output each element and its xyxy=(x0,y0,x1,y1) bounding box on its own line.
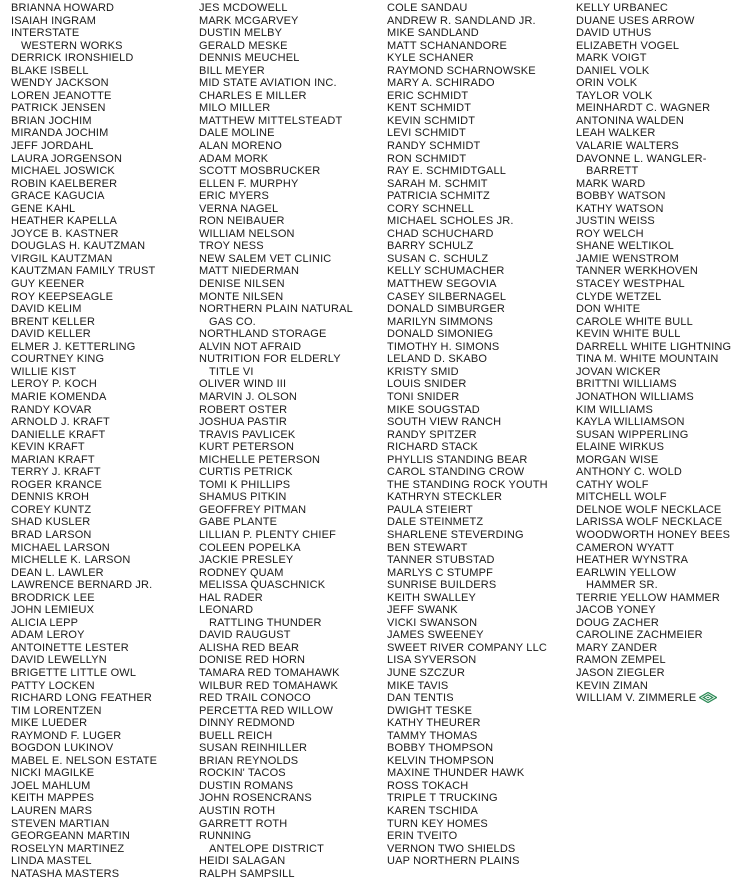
donor-name: JAMES SWEENEY xyxy=(387,629,484,642)
donor-name: ADAM LEROY xyxy=(11,629,85,642)
donor-name: BRIGETTE LITTLE OWL xyxy=(11,666,137,679)
donor-name: ANTONINA WALDEN xyxy=(576,114,684,127)
donor-name: MARY A. SCHIRADO xyxy=(387,77,495,90)
donor-name: WILBUR RED TOMAHAWK xyxy=(199,679,338,692)
donor-name: DAVONNE L. WANGLER- xyxy=(576,152,707,165)
donor-name: COREY KUNTZ xyxy=(11,503,92,516)
donor-name: MATTHEW SEGOVIA xyxy=(387,278,497,291)
donor-name: KELLY SCHUMACHER xyxy=(387,265,505,278)
donor-name: BLAKE ISBELL xyxy=(11,64,89,77)
donor-name: NICKI MAGILKE xyxy=(11,767,95,780)
donor-name: ALISHA RED BEAR xyxy=(199,641,300,654)
donor-name: RAY E. SCHMIDTGALL xyxy=(387,165,507,178)
donor-name: GARRETT ROTH xyxy=(199,817,288,830)
donor-name: MARIE KOMENDA xyxy=(11,390,107,403)
donor-name: LOUIS SNIDER xyxy=(387,378,467,391)
donor-name: DEAN L. LAWLER xyxy=(11,566,104,579)
donor-name: RALPH SAMPSILL xyxy=(199,867,295,880)
donor-name-continuation: BARRETT xyxy=(586,165,639,178)
donor-name: CURTIS PETRICK xyxy=(199,466,293,479)
donor-name: MATTHEW MITTELSTEADT xyxy=(199,114,343,127)
donor-name: KEVIN ZIMAN xyxy=(576,679,648,692)
donor-name: PATTY LOCKEN xyxy=(11,679,95,692)
donor-name: JUNE SZCZUR xyxy=(387,666,466,679)
donor-name: SWEET RIVER COMPANY LLC xyxy=(387,641,547,654)
donor-name: ROGER KRANCE xyxy=(11,478,103,491)
donor-name: ERIN TVEITO xyxy=(387,830,458,843)
donor-name-continuation: GAS CO. xyxy=(209,315,256,328)
donor-name: DELNOE WOLF NECKLACE xyxy=(576,503,722,516)
donor-name: THE STANDING ROCK YOUTH xyxy=(387,478,548,491)
donor-name: SUSAN REINHILLER xyxy=(199,742,308,755)
donor-name: WILLIAM NELSON xyxy=(199,227,295,240)
donor-name: KEVIN KRAFT xyxy=(11,441,85,454)
donor-name: JOYCE B. KASTNER xyxy=(11,227,119,240)
donor-name: LEONARD xyxy=(199,604,254,617)
donor-name: ROCKIN' TACOS xyxy=(199,767,286,780)
donor-name: SUSAN C. SCHULZ xyxy=(387,252,489,265)
donor-name: MICHAEL SCHOLES JR. xyxy=(387,215,514,228)
donor-name: MARILYN SIMMONS xyxy=(387,315,493,328)
donor-name: LELAND D. SKABO xyxy=(387,353,488,366)
donor-name: MILO MILLER xyxy=(199,102,271,115)
donor-name: ALICIA LEPP xyxy=(11,616,79,629)
donor-name: DONALD SIMONIEG xyxy=(387,328,494,341)
donor-name: KAREN TSCHIDA xyxy=(387,805,478,817)
donor-name: CHARLES E MILLER xyxy=(199,89,307,102)
donor-name: LAURA JORGENSON xyxy=(11,152,123,165)
donor-name: ANDREW R. SANDLAND JR. xyxy=(387,14,536,27)
donor-name: SHAMUS PITKIN xyxy=(199,491,287,504)
donor-name: MATT SCHANANDORE xyxy=(387,39,507,52)
donor-name: PAULA STEIERT xyxy=(387,503,473,516)
donor-name: WOODWORTH HONEY BEES xyxy=(576,528,731,541)
donor-name: BOGDON LUKINOV xyxy=(11,742,114,755)
donor-name: MIKE LUEDER xyxy=(11,717,88,730)
donor-name: DUSTIN ROMANS xyxy=(199,779,294,792)
donor-name: WILLIE KIST xyxy=(11,365,77,378)
donor-name: LAUREN MARS xyxy=(11,805,93,817)
donor-name: DAVID KELLER xyxy=(11,328,91,341)
donor-name: BARRY SCHULZ xyxy=(387,240,474,253)
donor-name: CAROL STANDING CROW xyxy=(387,466,525,479)
donor-name: KRISTY SMID xyxy=(387,365,459,378)
donor-name: JACKIE PRESLEY xyxy=(199,554,294,567)
donor-name: MIRANDA JOCHIM xyxy=(11,127,109,140)
donor-name: DAVID RAUGUST xyxy=(199,629,291,642)
donor-column-4 xyxy=(576,2,744,705)
donor-name: RAYMOND F. LUGER xyxy=(11,729,122,742)
donor-name: MARK MCGARVEY xyxy=(199,14,299,27)
donor-name: CATHY WOLF xyxy=(576,478,649,491)
donor-name: TANNER STUBSTAD xyxy=(387,554,495,567)
donor-name: ISAIAH INGRAM xyxy=(11,14,97,27)
donor-name: TAMARA RED TOMAHAWK xyxy=(199,666,340,679)
donor-name: HEATHER WYNSTRA xyxy=(576,554,689,567)
donor-name: LOREN JEANOTTE xyxy=(11,89,112,102)
donor-name: PATRICIA SCHMITZ xyxy=(387,190,490,203)
donor-name: GERALD MESKE xyxy=(199,39,288,52)
donor-name: SHAD KUSLER xyxy=(11,516,91,529)
donor-name: ROY KEEPSEAGLE xyxy=(11,290,114,303)
donor-name: TAYLOR VOLK xyxy=(576,89,653,102)
donor-name: SHARLENE STEVERDING xyxy=(387,528,524,541)
donor-name: LARISSA WOLF NECKLACE xyxy=(576,516,723,529)
donor-name: BEN STEWART xyxy=(387,541,468,554)
donor-name: COLEEN POPELKA xyxy=(199,541,301,554)
donor-name: WILLIAM V. ZIMMERLE xyxy=(576,692,744,705)
donor-name: NORTHLAND STORAGE xyxy=(199,328,327,341)
donor-name: CAROLE WHITE BULL xyxy=(576,315,693,328)
donor-name: MORGAN WISE xyxy=(576,453,659,466)
donor-name: TOMI K PHILLIPS xyxy=(199,478,291,491)
donor-name: MONTE NILSEN xyxy=(199,290,284,303)
donor-name: VERNA NAGEL xyxy=(199,202,279,215)
donor-name: HEIDI SALAGAN xyxy=(199,855,286,868)
donor-name: DALE MOLINE xyxy=(199,127,275,140)
donor-name: VERNON TWO SHIELDS xyxy=(387,842,516,855)
donor-name: RON NEIBAUER xyxy=(199,215,285,228)
donor-name: DAVID UTHUS xyxy=(576,27,652,40)
donor-name: JAMIE WENSTROM xyxy=(576,252,679,265)
donor-name: JONATHON WILLIAMS xyxy=(576,390,694,403)
donor-name: MARLYS C STUMPF xyxy=(387,566,493,579)
donor-name: PHYLLIS STANDING BEAR xyxy=(387,453,528,466)
donor-name: MARY ZANDER xyxy=(576,641,658,654)
donor-name: ELMER J. KETTERLING xyxy=(11,340,136,353)
donor-name: DENNIS KROH xyxy=(11,491,90,504)
donor-name: DUANE USES ARROW xyxy=(576,14,695,27)
donor-name: NATASHA MASTERS xyxy=(11,867,120,880)
diamond-ornament-icon xyxy=(699,692,717,703)
donor-name: CAMERON WYATT xyxy=(576,541,675,554)
donor-name: DINNY REDMOND xyxy=(199,717,295,730)
donor-name: RICHARD STACK xyxy=(387,441,478,454)
donor-name: ANTOINETTE LESTER xyxy=(11,641,129,654)
donor-name: ROSELYN MARTINEZ xyxy=(11,842,125,855)
donor-name: VICKI SWANSON xyxy=(387,616,478,629)
donor-name: TAMMY THOMAS xyxy=(387,729,478,742)
donor-name: VALARIE WALTERS xyxy=(576,140,679,153)
donor-name: SHANE WELTIKOL xyxy=(576,240,674,253)
donor-name: COURTNEY KING xyxy=(11,353,105,366)
donor-name: DONISE RED HORN xyxy=(199,654,306,667)
donor-column-3 xyxy=(387,2,573,868)
donor-name: JOHN LEMIEUX xyxy=(11,604,95,617)
donor-name: ELIZABETH VOGEL xyxy=(576,39,680,52)
donor-name: TROY NESS xyxy=(199,240,264,253)
donor-name: KELLY URBANEC xyxy=(576,2,669,14)
donor-name-continuation: WESTERN WORKS xyxy=(21,39,123,52)
donor-name: AUSTIN ROTH xyxy=(199,805,276,817)
donor-name-continuation: HAMMER SR. xyxy=(586,579,658,592)
donor-name: DONALD SIMBURGER xyxy=(387,303,505,316)
donor-name: DUSTIN MELBY xyxy=(199,27,283,40)
donor-name: STACEY WESTPHAL xyxy=(576,278,685,291)
donor-name: LISA SYVERSON xyxy=(387,654,477,667)
donor-name: MICHAEL LARSON xyxy=(11,541,110,554)
donor-name: DANIEL VOLK xyxy=(576,64,650,77)
donor-name: CORY SCHNELL xyxy=(387,202,474,215)
donor-name: OLIVER WIND III xyxy=(199,378,287,391)
donor-name: DOUG ZACHER xyxy=(576,616,659,629)
donor-name: GUY KEENER xyxy=(11,278,85,291)
donor-name: LILLIAN P. PLENTY CHIEF xyxy=(199,528,336,541)
donor-name: JEFF JORDAHL xyxy=(11,140,94,153)
donor-name: TINA M. WHITE MOUNTAIN xyxy=(576,353,719,366)
donor-name: STEVEN MARTIAN xyxy=(11,817,110,830)
donor-name: MIKE SOUGSTAD xyxy=(387,403,480,416)
donor-name: DON WHITE xyxy=(576,303,641,316)
donor-name: DARRELL WHITE LIGHTNING xyxy=(576,340,732,353)
donor-name: GRACE KAGUCIA xyxy=(11,190,105,203)
donor-name: MARIAN KRAFT xyxy=(11,453,95,466)
donor-name: KATHY THEURER xyxy=(387,717,481,730)
donor-name: GEOFFREY PITMAN xyxy=(199,503,307,516)
donor-name: TIMOTHY H. SIMONS xyxy=(387,340,500,353)
donor-name: ALVIN NOT AFRAID xyxy=(199,340,302,353)
donor-name: KAYLA WILLIAMSON xyxy=(576,416,685,429)
donor-name: KELVIN THOMPSON xyxy=(387,754,494,767)
donor-name: NUTRITION FOR ELDERLY xyxy=(199,353,341,366)
donor-name: RAYMOND SCHARNOWSKE xyxy=(387,64,536,77)
donor-name: RED TRAIL CONOCO xyxy=(199,692,311,705)
donor-name: SCOTT MOSBRUCKER xyxy=(199,165,321,178)
donor-name: BRODRICK LEE xyxy=(11,591,95,604)
donor-name: TURN KEY HOMES xyxy=(387,817,488,830)
donor-name: DANIELLE KRAFT xyxy=(11,428,106,441)
donor-name: BUELL REICH xyxy=(199,729,273,742)
donor-name: MAXINE THUNDER HAWK xyxy=(387,767,525,780)
donor-name: RANDY KOVAR xyxy=(11,403,92,416)
donor-name: RON SCHMIDT xyxy=(387,152,467,165)
donor-name: UAP NORTHERN PLAINS xyxy=(387,855,520,868)
donor-name: EARLWIN YELLOW xyxy=(576,566,677,579)
donor-name: MARVIN J. OLSON xyxy=(199,390,298,403)
donor-name: ROBERT OSTER xyxy=(199,403,288,416)
donor-name: GABE PLANTE xyxy=(199,516,278,529)
donor-name: KIM WILLIAMS xyxy=(576,403,653,416)
donor-name: LINDA MASTEL xyxy=(11,855,92,868)
donor-name: TIM LORENTZEN xyxy=(11,704,102,717)
donor-name: JOHN ROSENCRANS xyxy=(199,792,312,805)
donor-name: RANDY SCHMIDT xyxy=(387,140,481,153)
donor-name: BILL MEYER xyxy=(199,64,265,77)
donor-name: KURT PETERSON xyxy=(199,441,295,454)
donor-name: ORIN VOLK xyxy=(576,77,638,90)
donor-name: RUNNING xyxy=(199,830,252,843)
donor-name: JOVAN WICKER xyxy=(576,365,661,378)
donor-name: DAN TENTIS xyxy=(387,692,454,705)
donor-name: BRIAN REYNOLDS xyxy=(199,754,299,767)
donor-name: DAVID LEWELLYN xyxy=(11,654,107,667)
donor-name: JOEL MAHLUM xyxy=(11,779,91,792)
donor-name: BOBBY WATSON xyxy=(576,190,666,203)
donor-name: TRAVIS PAVLICEK xyxy=(199,428,296,441)
donor-name: MELISSA QUASCHNICK xyxy=(199,579,326,592)
donor-name: SARAH M. SCHMIT xyxy=(387,177,488,190)
donor-name: MIKE TAVIS xyxy=(387,679,449,692)
donor-name: NORTHERN PLAIN NATURAL xyxy=(199,303,353,316)
donor-name: LAWRENCE BERNARD JR. xyxy=(11,579,153,592)
donor-name: TERRY J. KRAFT xyxy=(11,466,101,479)
donor-name: BRAD LARSON xyxy=(11,528,92,541)
donor-name: ROBIN KAELBERER xyxy=(11,177,118,190)
donor-name: JASON ZIEGLER xyxy=(576,666,665,679)
donor-name: ADAM MORK xyxy=(199,152,269,165)
donor-name: ELAINE WIRKUS xyxy=(576,441,665,454)
donor-name: MATT NIEDERMAN xyxy=(199,265,300,278)
donor-name: JEFF SWANK xyxy=(387,604,458,617)
donor-name: HAL RADER xyxy=(199,591,263,604)
donor-name: JOSHUA PASTIR xyxy=(199,416,287,429)
donor-name-continuation: RATTLING THUNDER xyxy=(209,616,322,629)
donor-name: TRIPLE T TRUCKING xyxy=(387,792,498,805)
donor-name: MABEL E. NELSON ESTATE xyxy=(11,754,158,767)
donor-name: SOUTH VIEW RANCH xyxy=(387,416,502,429)
donor-name: CLYDE WETZEL xyxy=(576,290,662,303)
donor-name: LEAH WALKER xyxy=(576,127,656,140)
donor-name: GEORGEANN MARTIN xyxy=(11,830,130,843)
donor-name: COLE SANDAU xyxy=(387,2,468,14)
donor-name: PATRICK JENSEN xyxy=(11,102,106,115)
donor-name: LEVI SCHMIDT xyxy=(387,127,466,140)
donor-column-2 xyxy=(199,2,382,880)
donor-name: TONI SNIDER xyxy=(387,390,460,403)
donor-name: NEW SALEM VET CLINIC xyxy=(199,252,332,265)
donor-name: JUSTIN WEISS xyxy=(576,215,655,228)
donor-name: CAROLINE ZACHMEIER xyxy=(576,629,703,642)
donor-name: LEROY P. KOCH xyxy=(11,378,97,391)
donor-name: DWIGHT TESKE xyxy=(387,704,473,717)
donor-name: RAMON ZEMPEL xyxy=(576,654,666,667)
donor-name: KENT SCHMIDT xyxy=(387,102,472,115)
donor-name: ELLEN F. MURPHY xyxy=(199,177,299,190)
donor-name: WENDY JACKSON xyxy=(11,77,109,90)
donor-name: DENNIS MEUCHEL xyxy=(199,52,300,65)
donor-name: KATHY WATSON xyxy=(576,202,664,215)
donor-name: ERIC SCHMIDT xyxy=(387,89,469,102)
donor-name: BRIANNA HOWARD xyxy=(11,2,115,14)
donor-name: MICHAEL JOSWICK xyxy=(11,165,115,178)
donor-name: TERRIE YELLOW HAMMER xyxy=(576,591,720,604)
donor-name: KYLE SCHANER xyxy=(387,52,474,65)
donor-name: CHAD SCHUCHARD xyxy=(387,227,494,240)
donor-name: PERCETTA RED WILLOW xyxy=(199,704,334,717)
donor-name: RICHARD LONG FEATHER xyxy=(11,692,152,705)
donor-name: SUSAN WIPPERLING xyxy=(576,428,689,441)
donor-name: DAVID KELIM xyxy=(11,303,82,316)
donor-name: MARK WARD xyxy=(576,177,646,190)
donor-name: MARK VOIGT xyxy=(576,52,647,65)
donor-name: ANTHONY C. WOLD xyxy=(576,466,682,479)
donor-name: MIKE SANDLAND xyxy=(387,27,479,40)
donor-name: KEITH SWALLEY xyxy=(387,591,476,604)
donor-name: MEINHARDT C. WAGNER xyxy=(576,102,711,115)
donor-name: MID STATE AVIATION INC. xyxy=(199,77,337,90)
donor-name: DOUGLAS H. KAUTZMAN xyxy=(11,240,146,253)
donor-name: SUNRISE BUILDERS xyxy=(387,579,497,592)
donor-name: JES MCDOWELL xyxy=(199,2,288,14)
donor-name: ROSS TOKACH xyxy=(387,779,469,792)
donor-name: ARNOLD J. KRAFT xyxy=(11,416,110,429)
donor-name: TANNER WERKHOVEN xyxy=(576,265,698,278)
donor-name-continuation: TITLE VI xyxy=(209,365,254,378)
donor-name: BRIAN JOCHIM xyxy=(11,114,92,127)
donor-name: KATHRYN STECKLER xyxy=(387,491,503,504)
donor-name: JACOB YONEY xyxy=(576,604,656,617)
donor-name: HEATHER KAPELLA xyxy=(11,215,117,228)
donor-name: KEITH MAPPES xyxy=(11,792,95,805)
donor-name: BOBBY THOMPSON xyxy=(387,742,494,755)
donor-name: ERIC MYERS xyxy=(199,190,269,203)
donor-name: DERRICK IRONSHIELD xyxy=(11,52,134,65)
donor-name: KEVIN WHITE BULL xyxy=(576,328,681,341)
donor-name: BRITTNI WILLIAMS xyxy=(576,378,677,391)
donor-column-1 xyxy=(11,2,196,880)
donor-name: KEVIN SCHMIDT xyxy=(387,114,476,127)
donor-name: GENE KAHL xyxy=(11,202,76,215)
donor-name: BRENT KELLER xyxy=(11,315,96,328)
donor-name: MICHELLE PETERSON xyxy=(199,453,321,466)
donor-name: RODNEY QUAM xyxy=(199,566,284,579)
donor-name: DALE STEINMETZ xyxy=(387,516,484,529)
donor-name: RANDY SPITZER xyxy=(387,428,477,441)
donor-name: MITCHELL WOLF xyxy=(576,491,667,504)
donor-name: DENISE NILSEN xyxy=(199,278,285,291)
donor-name: INTERSTATE xyxy=(11,27,80,40)
donor-name: VIRGIL KAUTZMAN xyxy=(11,252,113,265)
donor-name-continuation: ANTELOPE DISTRICT xyxy=(209,842,325,855)
donor-name: ROY WELCH xyxy=(576,227,644,240)
donor-name: ALAN MORENO xyxy=(199,140,282,153)
donor-name: CASEY SILBERNAGEL xyxy=(387,290,507,303)
donor-name: KAUTZMAN FAMILY TRUST xyxy=(11,265,156,278)
donor-name: MICHELLE K. LARSON xyxy=(11,554,131,567)
